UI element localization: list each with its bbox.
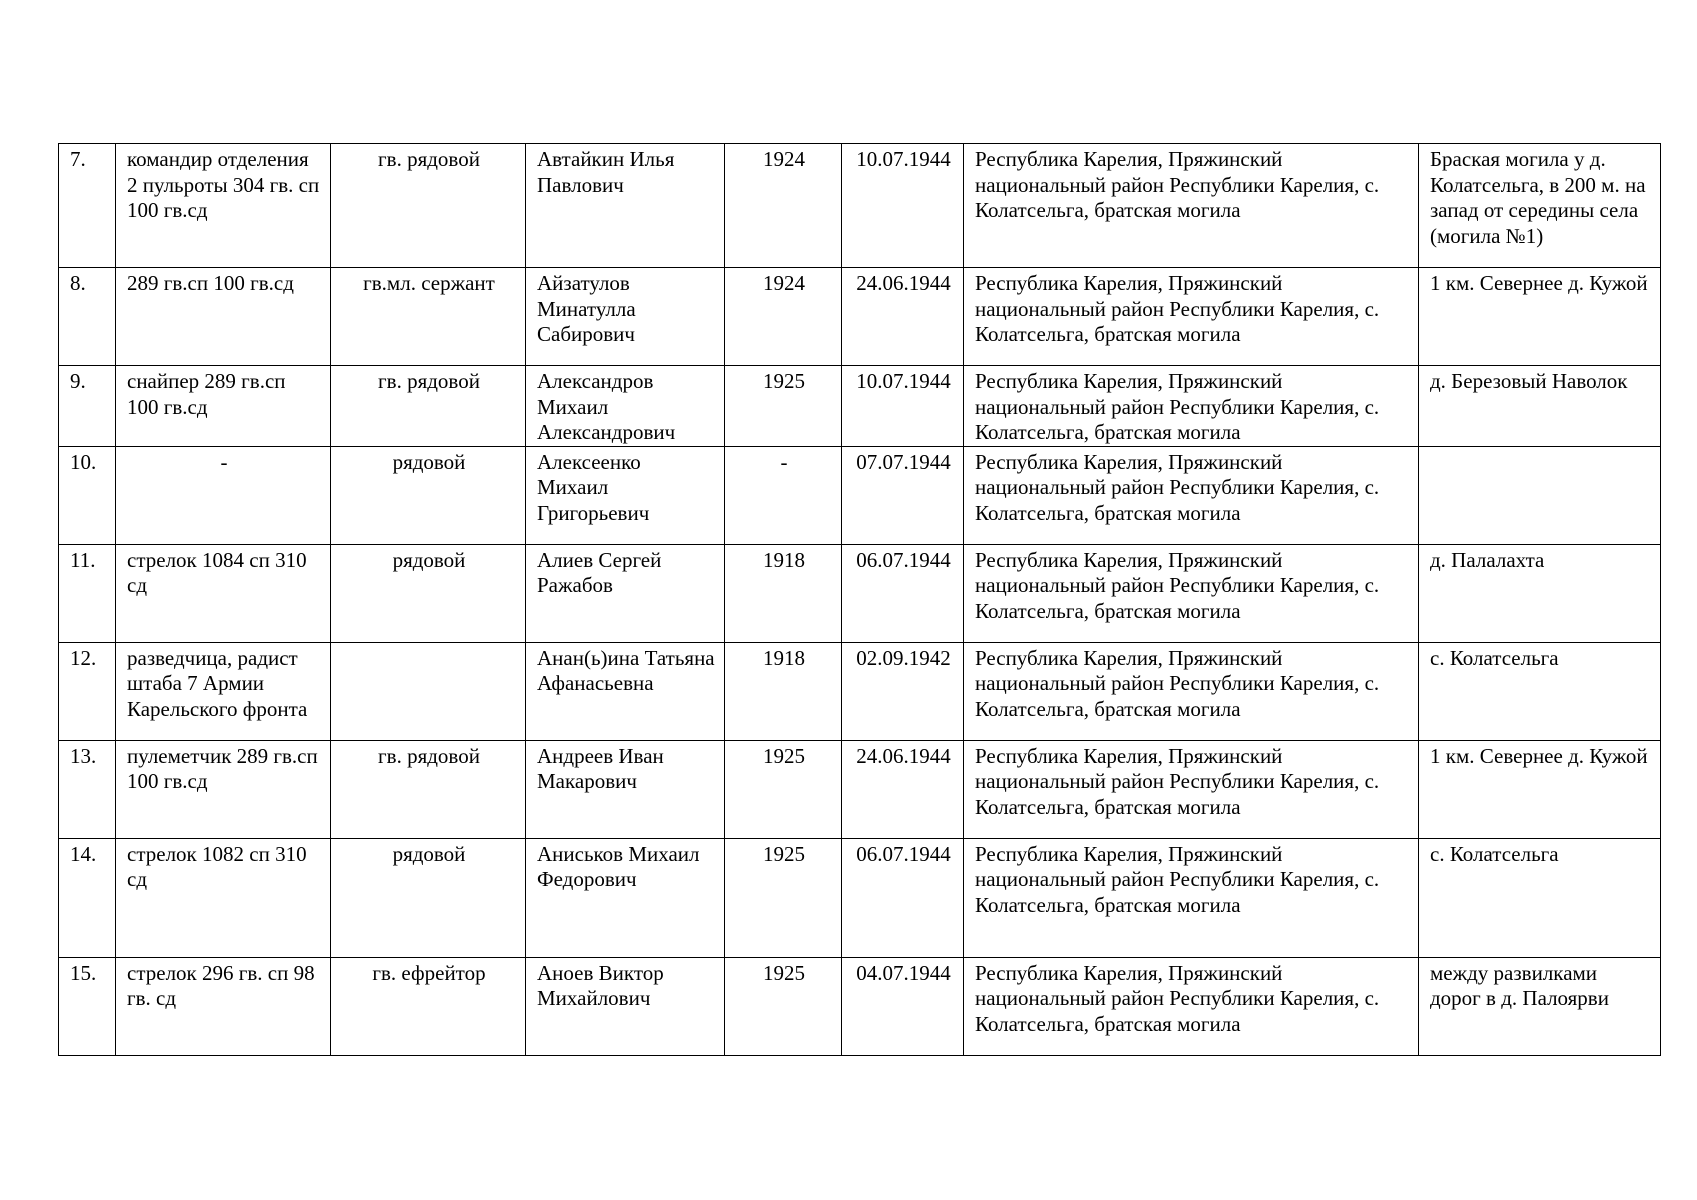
burial-place-cell: Республика Карелия, Пряжинский национальный район Республики Карелия, с. Колатсельга, братская могила: [964, 544, 1419, 642]
name-cell: Алексеенко Михаил Григорьевич: [526, 446, 725, 544]
death-date-cell: 10.07.1944: [842, 366, 964, 447]
initial-burial-cell: [1419, 446, 1661, 544]
rank-cell: рядовой: [331, 544, 526, 642]
unit-cell: снайпер 289 гв.сп 100 гв.сд: [116, 366, 331, 447]
row-number: 15.: [59, 957, 116, 1055]
table-row: [59, 446, 1661, 544]
death-date-cell: 04.07.1944: [842, 957, 964, 1055]
name-cell: Андреев Иван Макарович: [526, 740, 725, 838]
death-date-cell: 06.07.1944: [842, 838, 964, 957]
rank-cell: гв. рядовой: [331, 144, 526, 268]
initial-burial-cell: с. Колатсельга: [1419, 838, 1661, 957]
death-date-cell: 24.06.1944: [842, 740, 964, 838]
death-date-cell: 06.07.1944: [842, 544, 964, 642]
table-row: [59, 838, 1661, 957]
row-number: 13.: [59, 740, 116, 838]
burial-place-cell: Республика Карелия, Пряжинский национальный район Республики Карелия, с. Колатсельга, братская могила: [964, 144, 1419, 268]
initial-burial-cell: 1 км. Севернее д. Кужой: [1419, 740, 1661, 838]
initial-burial-cell: д. Березовый Наволок: [1419, 366, 1661, 447]
row-number: 8.: [59, 268, 116, 366]
table-row: [59, 544, 1661, 642]
name-cell: Аниськов Михаил Федорович: [526, 838, 725, 957]
burial-place-cell: Республика Карелия, Пряжинский национальный район Республики Карелия, с. Колатсельга, братская могила: [964, 642, 1419, 740]
rank-cell: [331, 642, 526, 740]
rank-cell: рядовой: [331, 838, 526, 957]
unit-cell: -: [116, 446, 331, 544]
burial-place-cell: Республика Карелия, Пряжинский национальный район Республики Карелия, с. Колатсельга, братская могила: [964, 838, 1419, 957]
birth-year-cell: 1918: [725, 642, 842, 740]
birth-year-cell: 1918: [725, 544, 842, 642]
burial-place-cell: Республика Карелия, Пряжинский национальный район Республики Карелия, с. Колатсельга, братская могила: [964, 268, 1419, 366]
unit-cell: пулеметчик 289 гв.сп 100 гв.сд: [116, 740, 331, 838]
burial-place-cell: Республика Карелия, Пряжинский национальный район Республики Карелия, с. Колатсельга, братская могила: [964, 366, 1419, 447]
initial-burial-cell: с. Колатсельга: [1419, 642, 1661, 740]
unit-cell: 289 гв.сп 100 гв.сд: [116, 268, 331, 366]
initial-burial-cell: д. Палалахта: [1419, 544, 1661, 642]
birth-year-cell: 1925: [725, 838, 842, 957]
birth-year-cell: 1925: [725, 957, 842, 1055]
birth-year-cell: -: [725, 446, 842, 544]
row-number: 12.: [59, 642, 116, 740]
table-row: [59, 144, 1661, 268]
unit-cell: стрелок 1082 сп 310 сд: [116, 838, 331, 957]
initial-burial-cell: Браская могила у д. Колатсельга, в 200 м. на запад от середины села (могила №1): [1419, 144, 1661, 268]
rank-cell: гв. рядовой: [331, 740, 526, 838]
burial-records-table: [58, 143, 1661, 1056]
name-cell: Айзатулов Минатулла Сабирович: [526, 268, 725, 366]
name-cell: Аноев Виктор Михайлович: [526, 957, 725, 1055]
name-cell: Алиев Сергей Ражабов: [526, 544, 725, 642]
burial-place-cell: Республика Карелия, Пряжинский национальный район Республики Карелия, с. Колатсельга, братская могила: [964, 446, 1419, 544]
table-row: [59, 642, 1661, 740]
birth-year-cell: 1925: [725, 740, 842, 838]
row-number: 7.: [59, 144, 116, 268]
name-cell: Анан(ь)ина Татьяна Афанасьевна: [526, 642, 725, 740]
rank-cell: гв. рядовой: [331, 366, 526, 447]
table-row: [59, 740, 1661, 838]
death-date-cell: 24.06.1944: [842, 268, 964, 366]
row-number: 14.: [59, 838, 116, 957]
death-date-cell: 07.07.1944: [842, 446, 964, 544]
name-cell: Автайкин Илья Павлович: [526, 144, 725, 268]
initial-burial-cell: между развилками дорог в д. Палоярви: [1419, 957, 1661, 1055]
row-number: 11.: [59, 544, 116, 642]
death-date-cell: 10.07.1944: [842, 144, 964, 268]
unit-cell: разведчица, радист штаба 7 Армии Карельского фронта: [116, 642, 331, 740]
row-number: 10.: [59, 446, 116, 544]
birth-year-cell: 1924: [725, 268, 842, 366]
unit-cell: стрелок 1084 сп 310 сд: [116, 544, 331, 642]
burial-place-cell: Республика Карелия, Пряжинский национальный район Республики Карелия, с. Колатсельга, братская могила: [964, 957, 1419, 1055]
initial-burial-cell: 1 км. Севернее д. Кужой: [1419, 268, 1661, 366]
name-cell: Александров Михаил Александрович: [526, 366, 725, 447]
row-number: 9.: [59, 366, 116, 447]
table-row: [59, 366, 1661, 447]
unit-cell: стрелок 296 гв. сп 98 гв. сд: [116, 957, 331, 1055]
burial-place-cell: Республика Карелия, Пряжинский национальный район Республики Карелия, с. Колатсельга, братская могила: [964, 740, 1419, 838]
birth-year-cell: 1925: [725, 366, 842, 447]
unit-cell: командир отделения 2 пульроты 304 гв. сп 100 гв.сд: [116, 144, 331, 268]
birth-year-cell: 1924: [725, 144, 842, 268]
death-date-cell: 02.09.1942: [842, 642, 964, 740]
rank-cell: гв.мл. сержант: [331, 268, 526, 366]
table-row: [59, 957, 1661, 1055]
rank-cell: рядовой: [331, 446, 526, 544]
table-row: [59, 268, 1661, 366]
rank-cell: гв. ефрейтор: [331, 957, 526, 1055]
